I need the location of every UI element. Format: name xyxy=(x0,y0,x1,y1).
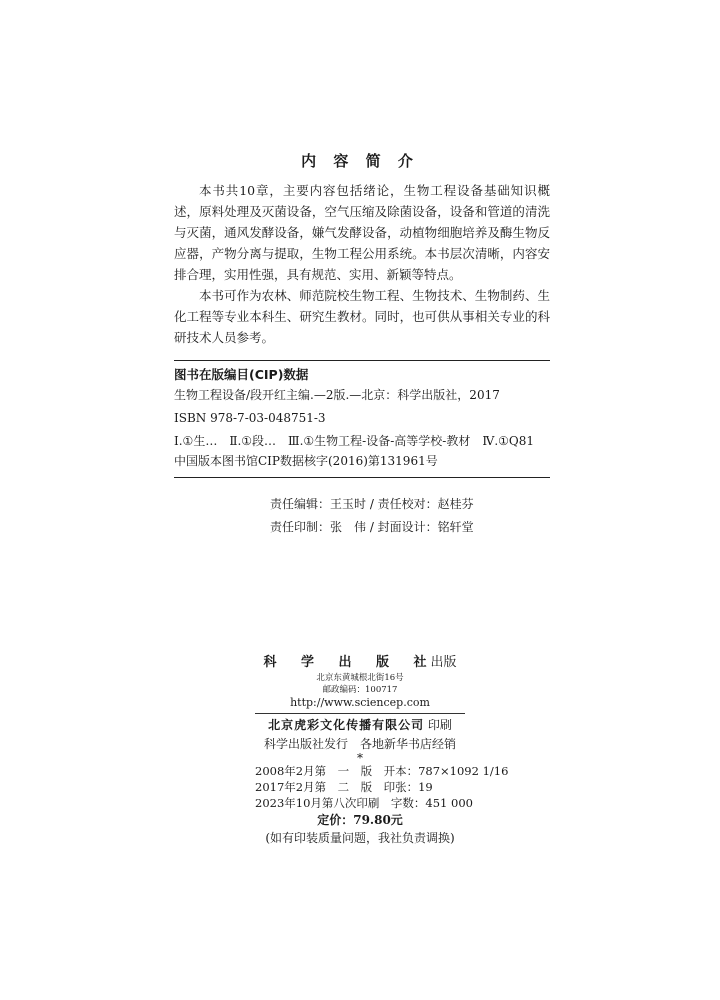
star-separator: * xyxy=(357,751,363,765)
staff-line-editors: 责任编辑：王玉时 / 责任校对：赵桂芬 xyxy=(270,497,474,511)
summary-paragraph-1: 本书共10章，主要内容包括绪论，生物工程设备基础知识概述，原料处理及灭菌设备，空气压缩及除菌设备，设备和管道的清洗与灭菌，通风发酵设备，嫌气发酵设备，动植物细胞培养及酶生物反应器，产物分离与提取，生物工程公用系统。本书层次清晰，内容安排合理，实用性强，具有规范、实用、新颖等特点。 xyxy=(174,183,550,282)
price-label: 定价： xyxy=(317,813,354,827)
publisher-url: http://www.sciencep.com xyxy=(290,696,430,709)
publisher-line xyxy=(170,654,550,672)
imprint-divider xyxy=(255,713,465,714)
publisher-suffix: 出版 xyxy=(430,655,457,670)
printer-name: 北京虎彩文化传播有限公司 xyxy=(268,718,425,732)
distribution-line: 科学出版社发行 各地新华书店经销 xyxy=(263,737,456,751)
edition-line-3: 2023年10月第八次印刷 字数：451 000 xyxy=(255,796,473,810)
cip-isbn: ISBN 978-7-03-048751-3 xyxy=(174,411,326,425)
cip-block xyxy=(174,360,550,478)
publisher-address: 北京东黄城根北街16号 xyxy=(316,673,404,683)
printer-line xyxy=(170,716,550,735)
cip-bibliographic: 生物工程设备/段开红主编.—2版.—北京：科学出版社，2017 xyxy=(174,388,500,402)
summary-title: 内 容 简 介 xyxy=(301,152,419,170)
summary-body xyxy=(174,180,550,348)
publisher-postcode: 邮政编码：100717 xyxy=(322,685,398,695)
cip-record: 中国版本图书馆CIP数据核字(2016)第131961号 xyxy=(174,454,438,468)
price-line xyxy=(170,811,550,829)
publisher-name: 科 学 出 版 社 xyxy=(263,655,437,670)
summary-paragraph-2: 本书可作为农林、师范院校生物工程、生物技术、生物制药、生化工程等专业本科生、研究生教材。同时，也可供从事相关专业的科研技术人员参考。 xyxy=(174,288,550,345)
price-value: 79.80元 xyxy=(353,813,403,827)
staff-line-production: 责任印制：张 伟 / 封面设计：铭轩堂 xyxy=(270,520,474,534)
cip-classification: Ⅰ.①生… Ⅱ.①段… Ⅲ.①生物工程-设备-高等学校-教材 Ⅳ.①Q81 xyxy=(174,434,535,448)
printer-suffix: 印刷 xyxy=(424,718,452,732)
cip-heading: 图书在版编目(CIP)数据 xyxy=(174,367,309,382)
imprint-block xyxy=(170,654,550,847)
staff-credits xyxy=(270,493,520,539)
edition-line-1: 2008年2月第 一 版 开本：787×1092 1/16 xyxy=(255,764,509,778)
edition-line-2: 2017年2月第 二 版 印张：19 xyxy=(255,780,433,794)
quality-note: (如有印装质量问题，我社负责调换) xyxy=(265,831,455,845)
